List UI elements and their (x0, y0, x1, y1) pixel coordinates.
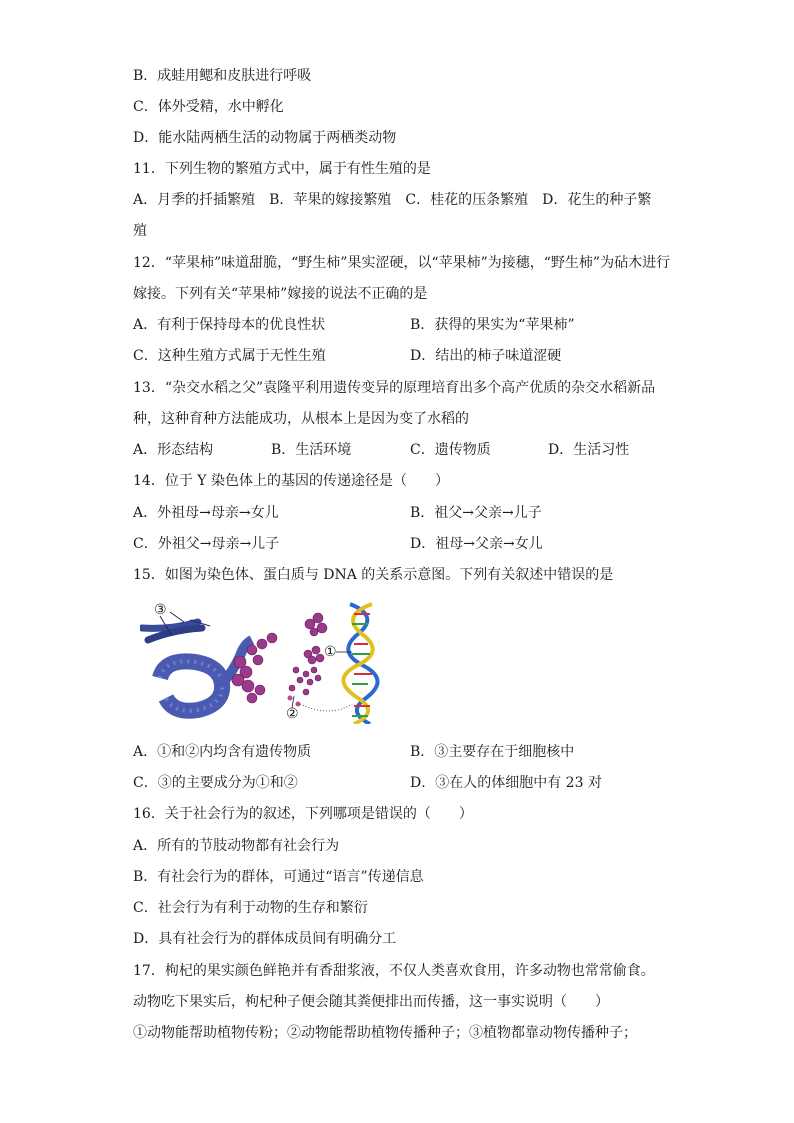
q12-stem: 12．“苹果柿”味道甜脆，“野生柿”果实涩硬，以“苹果柿”为接穗，“野生柿”为砧木进行 (133, 255, 671, 271)
q15-option-b: B．③主要存在于细胞核中 (410, 744, 575, 760)
q14-option-b: B．祖父→父亲→儿子 (410, 505, 542, 521)
q16-option-b: B．有社会行为的群体，可通过“语言”传递信息 (133, 869, 424, 885)
q14-stem: 14．位于 Y 染色体上的基因的传递途径是（ ） (133, 473, 449, 489)
q17-stem: 17．枸杞的果实颜色鲜艳并有香甜浆液，不仅人类喜欢食用，许多动物也常常偷食。 (133, 963, 655, 979)
q13-option-b: B．生活环境 (271, 442, 352, 458)
q15-option-c: C．③的主要成分为①和② (133, 775, 298, 791)
leader-line-3 (170, 612, 184, 622)
q10-option-d: D．能水陆两栖生活的动物属于两栖类动物 (133, 130, 397, 146)
q13-stem: 13．“杂交水稻之父”袁隆平利用遗传变异的原理培育出多个高产优质的杂交水稻新品 (133, 380, 656, 396)
q13-option-a: A．形态结构 (133, 442, 214, 458)
q14-option-d: D．祖母→父亲→女儿 (410, 536, 543, 552)
q13-option-c: C．遗传物质 (410, 442, 491, 458)
q12-option-a: A．有利于保持母本的优良性状 (133, 317, 326, 333)
q13-option-d: D．生活习性 (548, 442, 630, 458)
q16-stem: 16．关于社会行为的叙述，下列哪项是错误的（ ） (133, 806, 473, 822)
q12-option-b: B．获得的果实为“苹果柿” (410, 317, 575, 333)
q16-option-c: C．社会行为有利于动物的生存和繁衍 (133, 900, 368, 916)
chromosome-shape (142, 616, 210, 640)
q14-option-c: C．外祖父→母亲→儿子 (133, 536, 280, 552)
histone-beads (232, 613, 327, 703)
q16-option-d: D．具有社会行为的群体成员间有明确分工 (133, 931, 397, 947)
q13-stem-cont: 种，这种育种方法能成功，从根本上是因为变了水稻的 (133, 411, 469, 427)
dna-helix (343, 604, 377, 724)
q17-statements: ①动物能帮助植物传粉；②动物能帮助植物传播种子；③植物都靠动物传播种子； (133, 1025, 637, 1041)
q11-options-wrap: 殖 (133, 223, 147, 239)
q11-options: A．月季的扦插繁殖 B．苹果的嫁接繁殖 C．桂花的压条繁殖 D．花生的种子繁 (133, 192, 652, 208)
q15-stem: 15．如图为染色体、蛋白质与 DNA 的关系示意图。下列有关叙述中错误的是 (133, 567, 614, 583)
q12-option-d: D．结出的柿子味道涩硬 (410, 348, 562, 364)
q15-option-d: D．③在人的体细胞中有 23 对 (410, 775, 602, 791)
q10-option-b: B．成蛙用鳃和皮肤进行呼吸 (133, 68, 312, 84)
q15-option-a: A．①和②内均含有遗传物质 (133, 744, 312, 760)
chromosome-dna-figure (140, 600, 400, 724)
q17-stem-cont: 动物吃下果实后，枸杞种子便会随其粪便排出而传播，这一事实说明（ ） (133, 994, 609, 1010)
figure-label-2: ② (286, 706, 299, 722)
figure-label-1: ① (324, 644, 337, 660)
q12-stem-cont: 嫁接。下列有关“苹果柿”嫁接的说法不正确的是 (133, 286, 428, 302)
chromosome-diagram (140, 600, 400, 724)
figure-label-3: ③ (154, 602, 167, 618)
q16-option-a: A．所有的节肢动物都有社会行为 (133, 838, 340, 854)
dna-thread (300, 704, 352, 711)
q12-option-c: C．这种生殖方式属于无性生殖 (133, 348, 326, 364)
q14-option-a: A．外祖母→母亲→女儿 (133, 505, 279, 521)
q11-stem: 11．下列生物的繁殖方式中，属于有性生殖的是 (133, 161, 431, 177)
q10-option-c: C．体外受精，水中孵化 (133, 99, 284, 115)
